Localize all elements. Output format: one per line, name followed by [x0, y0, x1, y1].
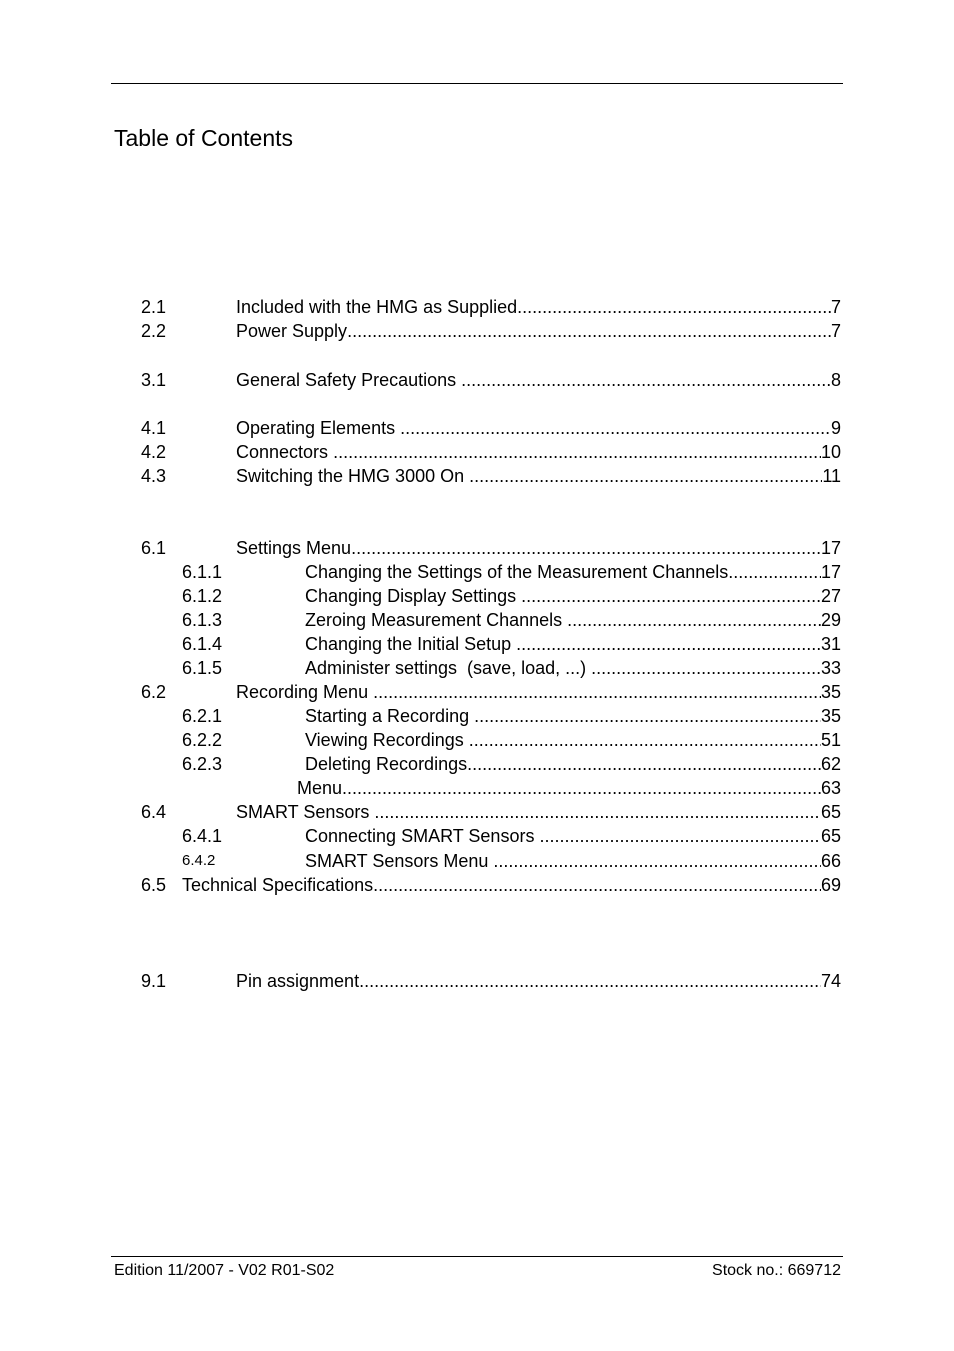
toc-entry[interactable] [141, 368, 841, 392]
toc-dot-leader [728, 560, 821, 584]
toc-dot-leader [400, 416, 831, 440]
toc-entry-page-number: 35 [820, 706, 841, 726]
toc-entry-title: Changing the Initial Setup [305, 634, 517, 654]
toc-entry[interactable] [141, 295, 841, 319]
toc-entry-number: 6.2.2 [182, 730, 223, 750]
toc-dot-leader [567, 608, 821, 632]
toc-entry-page-number: 7 [830, 321, 841, 341]
toc-dot-leader [374, 800, 821, 824]
toc-entry[interactable] [182, 824, 841, 848]
toc-entry-title: Settings Menu [236, 538, 352, 558]
toc-entry-page-number: 17 [820, 538, 841, 558]
toc-entry-title: General Safety Precautions [236, 370, 462, 390]
toc-entry-number: 4.2 [141, 442, 167, 462]
toc-entry-number: 9.1 [141, 971, 167, 991]
toc-entry-number: 6.1.5 [182, 658, 223, 678]
toc-dot-leader [591, 656, 821, 680]
toc-entry-title: Administer settings (save, load, ...) [305, 658, 592, 678]
toc-entry[interactable] [141, 319, 841, 343]
toc-entry-title: Connecting SMART Sensors [305, 826, 540, 846]
toc-dot-leader [373, 873, 821, 897]
footer-rule [111, 1256, 843, 1257]
toc-dot-leader [351, 536, 821, 560]
toc-entry-number: 4.3 [141, 466, 167, 486]
toc-entry[interactable] [141, 440, 841, 464]
toc-entry-title: Changing Display Settings [305, 586, 522, 606]
toc-entry-page-number: 27 [820, 586, 841, 606]
toc-entry-page-number: 17 [820, 562, 841, 582]
footer-stock-number: Stock no.: 669712 [712, 1262, 841, 1279]
toc-dot-leader [347, 319, 831, 343]
toc-entry[interactable] [141, 416, 841, 440]
toc-entry-title: Viewing Recordings [305, 730, 469, 750]
toc-entry-title: Deleting Recordings [305, 754, 468, 774]
page-title: Table of Contents [114, 125, 294, 151]
toc-entry[interactable] [141, 680, 841, 704]
toc-dot-leader [517, 295, 831, 319]
toc-entry-number: 6.2.3 [182, 754, 223, 774]
toc-entry[interactable] [141, 873, 841, 897]
toc-entry-number: 6.1.1 [182, 562, 223, 582]
toc-entry-page-number: 29 [820, 610, 841, 630]
toc-entry[interactable] [182, 728, 841, 752]
toc-entry-number: 6.2 [141, 682, 167, 702]
toc-entry-title: Connectors [236, 442, 334, 462]
toc-entry-page-number: 8 [830, 370, 841, 390]
toc-entry-number: 4.1 [141, 418, 167, 438]
toc-entry-number: 6.5 [141, 875, 167, 895]
toc-entry-page-number: 69 [820, 875, 841, 895]
toc-entry-page-number: 65 [820, 802, 841, 822]
toc-entry-page-number: 10 [820, 442, 841, 462]
toc-entry-number: 6.1 [141, 538, 167, 558]
toc-dot-leader [521, 584, 821, 608]
toc-entry-number: 6.1.3 [182, 610, 223, 630]
toc-entry-title: Menu [297, 778, 343, 798]
toc-entry-page-number: 33 [820, 658, 841, 678]
toc-dot-leader [373, 680, 821, 704]
toc-entry-title: Power Supply [236, 321, 348, 341]
toc-entry-title: Pin assignment [236, 971, 360, 991]
toc-entry-page-number: 66 [820, 851, 841, 871]
toc-entry-title: Technical Specifications [182, 875, 374, 895]
toc-entry-number: 6.4 [141, 802, 167, 822]
toc-entry-page-number: 65 [820, 826, 841, 846]
toc-entry-page-number: 35 [820, 682, 841, 702]
toc-entry-number: 6.1.4 [182, 634, 223, 654]
toc-entry[interactable] [182, 584, 841, 608]
toc-dot-leader [493, 849, 821, 873]
toc-entry-page-number: 7 [830, 297, 841, 317]
toc-dot-leader [469, 728, 821, 752]
toc-dot-leader [474, 704, 821, 728]
toc-entry-page-number: 9 [830, 418, 841, 438]
toc-entry-title: Operating Elements [236, 418, 401, 438]
toc-entry-title: Included with the HMG as Supplied [236, 297, 518, 317]
toc-entry-page-number: 51 [820, 730, 841, 750]
toc-entry-title: SMART Sensors Menu [305, 851, 494, 871]
toc-entry[interactable] [141, 464, 841, 488]
toc-entry[interactable] [182, 656, 841, 680]
toc-entry-number: 6.2.1 [182, 706, 223, 726]
toc-entry-page-number: 11 [822, 466, 841, 486]
toc-entry-number: 2.1 [141, 297, 167, 317]
toc-entry-title: SMART Sensors [236, 802, 375, 822]
toc-entry-title: Recording Menu [236, 682, 374, 702]
toc-entry[interactable] [182, 752, 841, 776]
toc-entry[interactable] [182, 632, 841, 656]
toc-dot-leader [359, 969, 821, 993]
toc-entry[interactable] [182, 776, 841, 800]
toc-entry-page-number: 74 [820, 971, 841, 991]
toc-entry-page-number: 62 [820, 754, 841, 774]
toc-entry-title: Starting a Recording [305, 706, 475, 726]
toc-dot-leader [539, 824, 821, 848]
toc-entry-page-number: 63 [820, 778, 841, 798]
toc-dot-leader [342, 776, 821, 800]
toc-entry-title: Changing the Settings of the Measurement Channels [305, 562, 729, 582]
toc-entry-number: 6.4.1 [182, 826, 223, 846]
toc-dot-leader [467, 752, 821, 776]
toc-entry-title: Zeroing Measurement Channels [305, 610, 568, 630]
toc-dot-leader [461, 368, 831, 392]
toc-entry-number: 2.2 [141, 321, 167, 341]
toc-entry-title: Switching the HMG 3000 On [236, 466, 470, 486]
toc-dot-leader [469, 464, 822, 488]
toc-entry[interactable] [141, 969, 841, 993]
toc-entry[interactable] [182, 849, 841, 873]
toc-entry[interactable] [182, 560, 841, 584]
toc-entry-number: 3.1 [141, 370, 167, 390]
toc-dot-leader [516, 632, 821, 656]
toc-entry-number: 6.1.2 [182, 586, 223, 606]
toc-entry-page-number: 31 [820, 634, 841, 654]
toc-dot-leader [333, 440, 821, 464]
toc-entry-number: 6.4.2 [182, 852, 216, 869]
footer-edition: Edition 11/2007 - V02 R01-S02 [114, 1262, 335, 1279]
toc-entry[interactable] [182, 608, 841, 632]
toc-entry[interactable] [141, 800, 841, 824]
toc-entry[interactable] [141, 536, 841, 560]
toc-entry[interactable] [182, 704, 841, 728]
